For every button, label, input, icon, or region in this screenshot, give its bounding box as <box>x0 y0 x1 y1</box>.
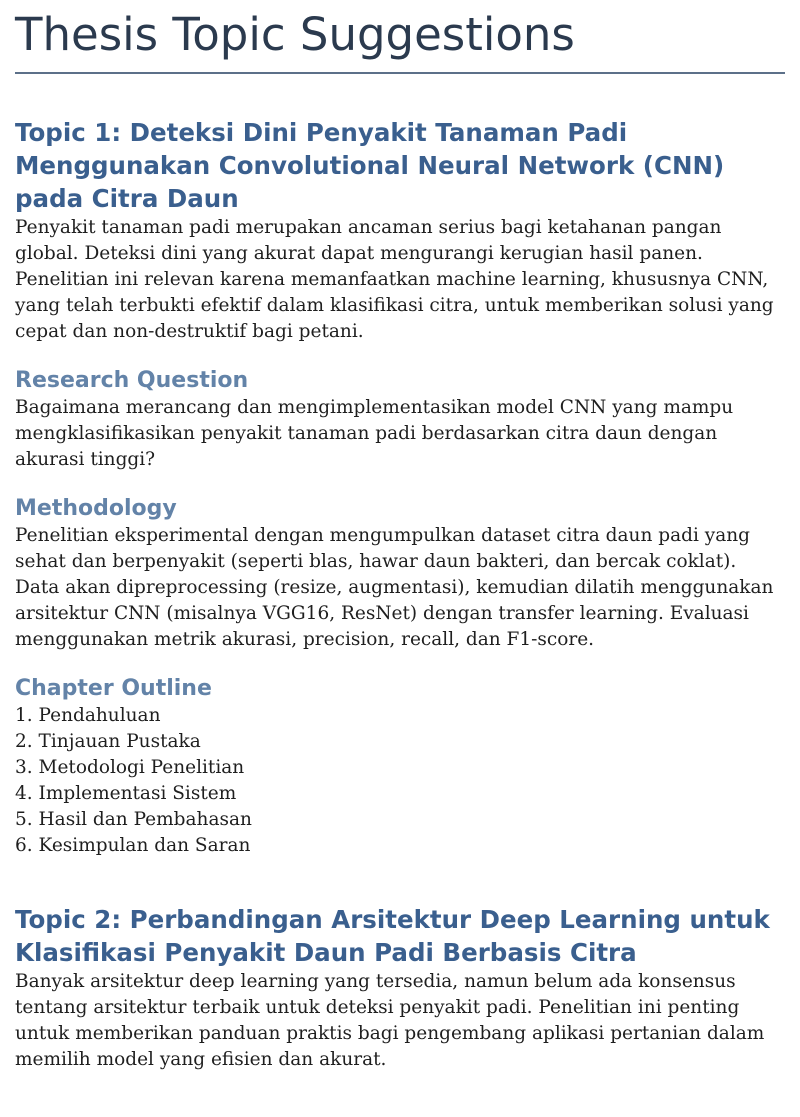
topic-description: Penyakit tanaman padi merupakan ancaman serius bagi ketahanan pangan global. Deteksi dini yang akurat dapat mengurangi kerugian hasil panen. Penelitian ini relevan karena memanfaatkan machine learning, khususnya CNN, yang telah terbukti efektif dalam klasifikasi citra, untuk memberikan solusi yang cepat dan non-destruktif bagi petani. <box>15 217 774 342</box>
chapter-outline-item: 3. Metodologi Penelitian <box>15 757 245 778</box>
research-question-text: Bagaimana merancang dan mengimplementasikan model CNN yang mampu mengklasifikasikan penyakit tanaman padi berdasarkan citra daun dengan akurasi tinggi? <box>15 397 734 470</box>
methodology-heading: Methodology <box>15 496 177 521</box>
chapter-outline-list <box>15 703 785 859</box>
page-title: Thesis Topic Suggestions <box>15 8 785 74</box>
research-question-heading: Research Question <box>15 368 249 393</box>
methodology-text: Penelitian eksperimental dengan mengumpulkan dataset citra daun padi yang sehat dan berpenyakit (seperti blas, hawar daun bakteri, dan bercak coklat). Data akan dipreprocessing (resize, augmentasi), kemudian dilatih menggunakan arsitektur CNN (misalnya VGG16, ResNet) dengan transfer learning. Evaluasi menggunakan metrik akurasi, precision, recall, dan F1-score. <box>15 525 774 650</box>
topic-title: Topic 2: Perbandingan Arsitektur Deep Learning untuk Klasifikasi Penyakit Daun Padi Berbasis Citra <box>15 905 770 967</box>
topic-2 <box>15 903 785 1073</box>
chapter-outline-item: 4. Implementasi Sistem <box>15 783 237 804</box>
topic-title: Topic 1: Deteksi Dini Penyakit Tanaman Padi Menggunakan Convolutional Neural Network (CNN) pada Citra Daun <box>15 118 725 213</box>
topic-description: Banyak arsitektur deep learning yang tersedia, namun belum ada konsensus tentang arsitektur terbaik untuk deteksi penyakit padi. Penelitian ini penting untuk memberikan panduan praktis bagi pengembang aplikasi pertanian dalam memilih model yang efisien dan akurat. <box>15 971 765 1070</box>
chapter-outline-heading: Chapter Outline <box>15 676 212 701</box>
topic-1 <box>15 116 785 859</box>
chapter-outline-item: 1. Pendahuluan <box>15 705 161 726</box>
chapter-outline-item: 5. Hasil dan Pembahasan <box>15 809 252 830</box>
chapter-outline-item: 6. Kesimpulan dan Saran <box>15 835 251 856</box>
chapter-outline-item: 2. Tinjauan Pustaka <box>15 731 201 752</box>
